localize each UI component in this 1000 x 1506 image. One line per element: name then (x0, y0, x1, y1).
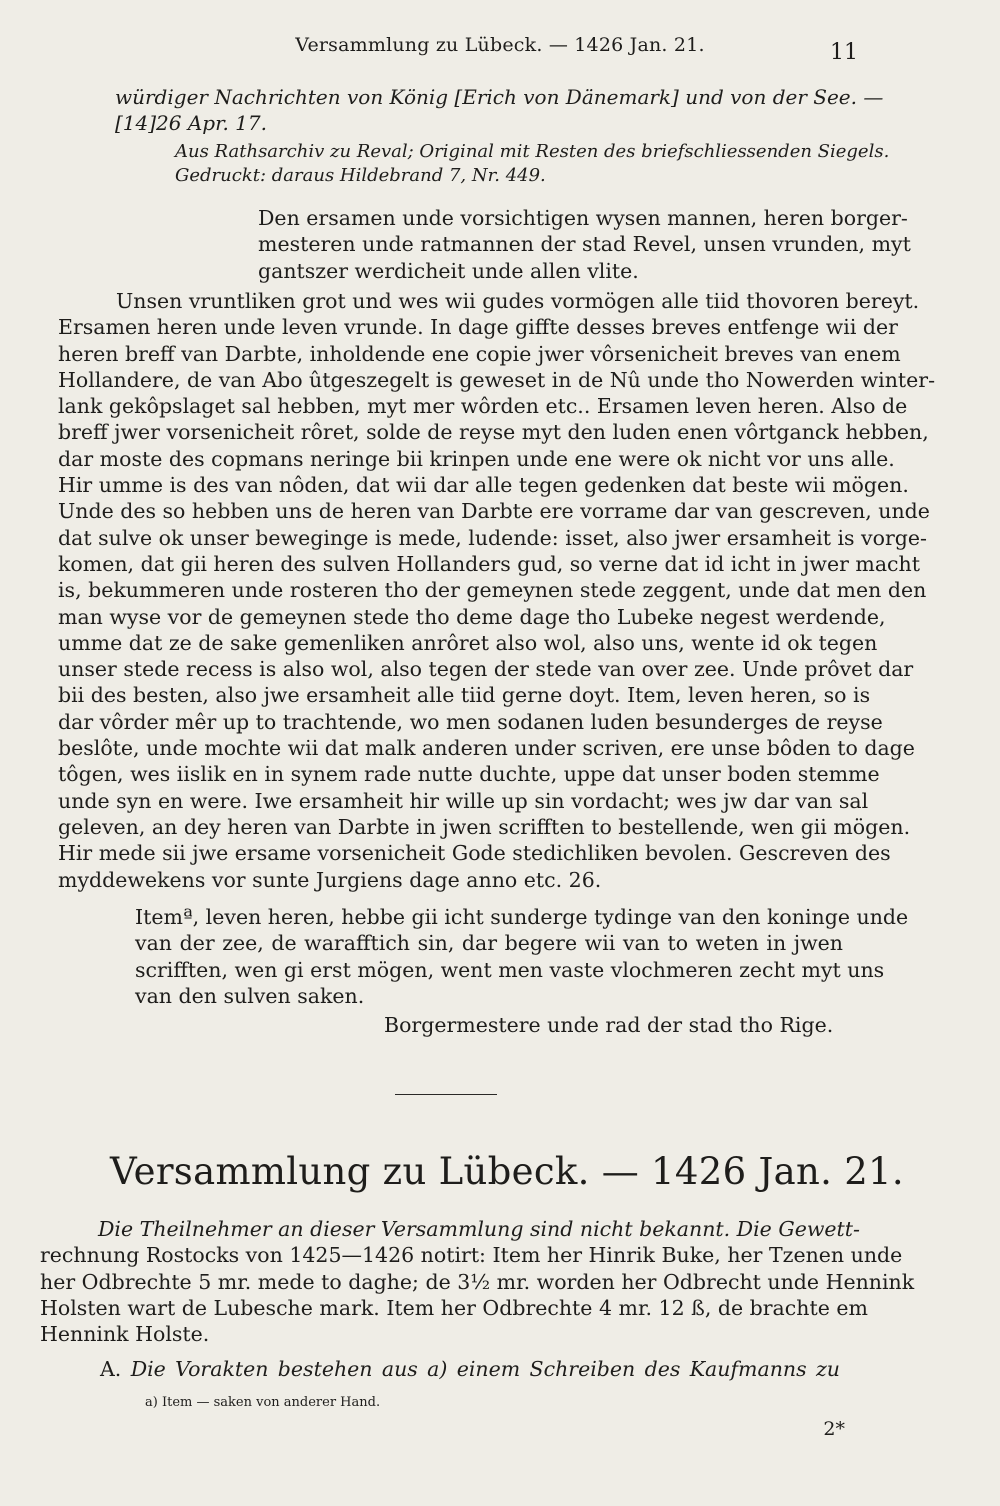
body-line: is, bekummeren unde rosteren tho der gemeynen stede zeggent, unde dat men den (58, 578, 927, 603)
postscript-line: Itemª, leven heren, hebbe gii icht sunderge tydinge van den koninge unde (135, 905, 909, 929)
body-line: geleven, an dey heren van Darbte in jwen scrifften to bestellende, wen gii mögen. (58, 814, 911, 839)
letter-postscript (135, 904, 909, 1009)
body-line: man wyse vor de gemeynen stede tho deme dage tho Lubeke negest werdende, (58, 604, 886, 629)
body-line: tôgen, wes iislik en in synem rade nutte duchte, uppe dat unser boden stemme (58, 762, 880, 787)
body-line: unser stede recess is also wol, also tegen der stede van over zee. Unde prôvet dar (58, 657, 914, 682)
body-line: dat sulve ok unser beweginge is mede, ludende: isset, also jwer ersamheit is vorge- (58, 525, 927, 550)
intro-line: her Odbrechte 5 mr. mede to daghe; de 3½ mr. worden her Odbrecht unde Hennink (40, 1269, 915, 1294)
source-line: Gedruckt: daraus Hildebrand 7, Nr. 449. (175, 165, 546, 186)
intro-line: Holsten wart de Lubesche mark. Item her Odbrechte 4 mr. 12 ß, de brachte em (40, 1295, 868, 1320)
footnote: a) Item — saken von anderer Hand. (145, 1395, 381, 1410)
body-line: heren breff van Darbte, inholdende ene copie jwer vôrsenicheit breves van enem (58, 341, 901, 366)
section-title: Versammlung zu Lübeck. — 1426 Jan. 21. (110, 1150, 904, 1193)
address-line: mesteren unde ratmannen der stad Revel, unsen vrunden, myt (258, 232, 911, 257)
body-line: dar moste des copmans neringe bii krinpen unde ene were ok nicht vor uns alle. (58, 446, 895, 471)
section-divider (395, 1094, 497, 1095)
intro-line: rechnung Rostocks von 1425—1426 notirt: Item her Hinrik Buke, her Tzenen unde (40, 1243, 903, 1268)
postscript-line: scrifften, wen gi erst mögen, went men vaste vlochmeren zecht myt uns (135, 957, 885, 982)
body-line: Unde des so hebben uns de heren van Darbte ere vorrame dar van gescreven, unde (58, 499, 930, 524)
section-a (100, 1356, 840, 1382)
address-line: gantszer werdicheit unde allen vlite. (258, 258, 639, 283)
section-a-line (100, 1356, 840, 1382)
body-line: unde syn en were. Iwe ersamheit hir wille up sin vordacht; wes jw dar van sal (58, 788, 869, 813)
page-number: 11 (830, 40, 858, 65)
running-title: Versammlung zu Lübeck. — 1426 Jan. 21. (295, 34, 705, 56)
letter-signature: Borgermestere unde rad der stad tho Rige. (384, 1013, 834, 1037)
postscript-line: van den sulven saken. (135, 983, 365, 1008)
letter-address (258, 205, 911, 284)
body-line: myddewekens vor sunte Jurgiens dage anno etc. 26. (58, 867, 602, 892)
intro-line: Hennink Holste. (40, 1322, 210, 1347)
letter-body (58, 288, 936, 893)
section-intro (40, 1216, 915, 1347)
body-line: Hir mede sii jwe ersame vorsenicheit Gode stedichliken bevolen. Gescreven des (58, 841, 891, 866)
source-note (175, 140, 890, 188)
postscript-line: van der zee, de warafftich sin, dar begere wii van to weten in jwen (135, 931, 843, 956)
body-line: dar vôrder mêr up to trachtende, wo men sodanen luden besunderges de reyse (58, 709, 883, 734)
body-line: umme dat ze de sake gemenliken anrôret also wol, also uns, wente id ok tegen (58, 630, 878, 655)
body-line: Unsen vruntliken grot und wes wii gudes vormögen alle tiid thovoren bereyt. (116, 289, 920, 313)
intro-line: Die Theilnehmer an dieser Versammlung sind nicht bekannt. Die Gewett- (98, 1217, 860, 1241)
signature-mark: 2* (823, 1418, 845, 1440)
summary-line: würdiger Nachrichten von König [Erich von Dänemark] und von der See. — (115, 85, 884, 109)
body-line: lank gekôpslaget sal hebben, myt mer wôrden etc.. Ersamen leven heren. Also de (58, 394, 908, 419)
address-line: Den ersamen unde vorsichtigen wysen mannen, heren borger- (258, 206, 908, 230)
body-line: beslôte, unde mochte wii dat malk anderen under scriven, ere unse bôden to dage (58, 736, 915, 761)
body-line: bii des besten, also jwe ersamheit alle tiid gerne doyt. Item, leven heren, so is (58, 683, 871, 708)
source-line: Aus Rathsarchiv zu Reval; Original mit Resten des briefschliessenden Siegels. (175, 141, 890, 162)
section-a-text: Die Vorakten bestehen aus a) einem Schreiben des Kaufmanns zu (130, 1357, 840, 1381)
body-line: komen, dat gii heren des sulven Hollanders gud, so verne dat id icht in jwer macht (58, 551, 920, 576)
summary-line: [14]26 Apr. 17. (115, 111, 267, 135)
body-line: breff jwer vorsenicheit rôret, solde de reyse myt den luden enen vôrtganck hebben, (58, 420, 929, 445)
document-summary (115, 84, 884, 136)
body-line: Hollandere, de van Abo ûtgeszegelt is geweset in de Nû unde tho Nowerden winter- (58, 367, 936, 392)
body-line: Hir umme is des van nôden, dat wii dar alle tegen gedenken dat beste wii mögen. (58, 473, 909, 498)
body-line: Ersamen heren unde leven vrunde. In dage giffte desses breves entfenge wii der (58, 315, 898, 340)
section-a-label: A. (100, 1357, 122, 1381)
